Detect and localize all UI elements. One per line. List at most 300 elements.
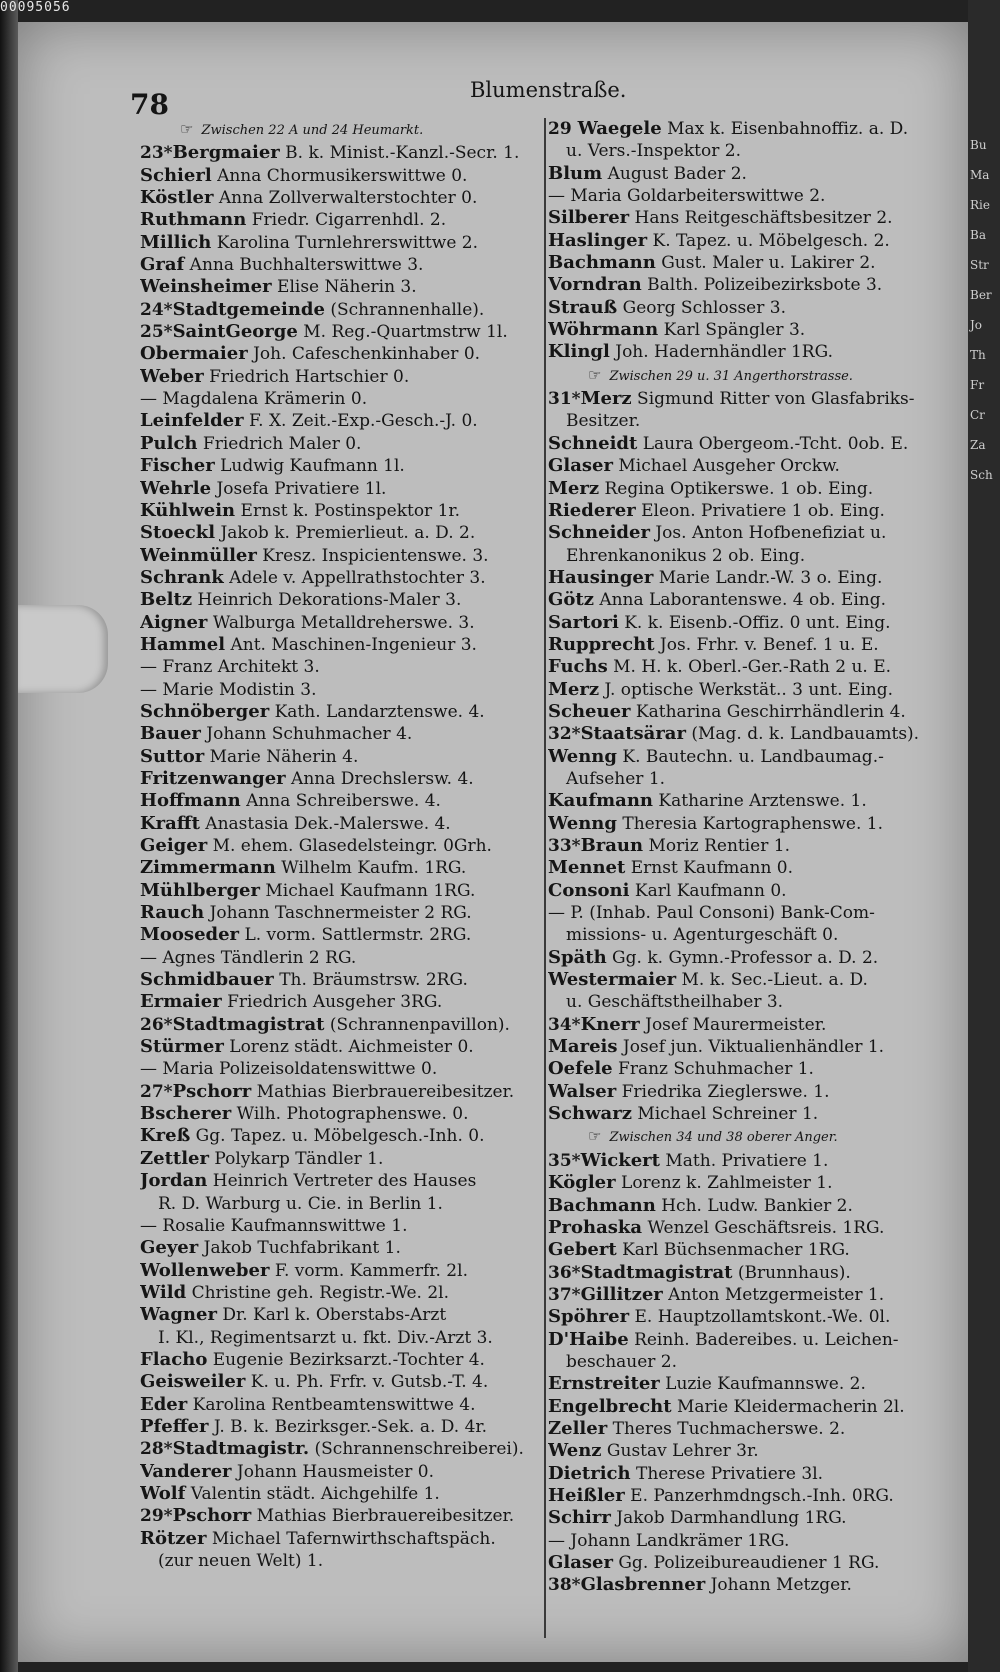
directory-entry bbox=[548, 1574, 958, 1596]
entry-details: M. Reg.-Quartmstrw 1l. bbox=[297, 322, 508, 343]
directory-entry bbox=[140, 1125, 540, 1147]
directory-entry bbox=[140, 1148, 540, 1170]
resident-surname: Krafft bbox=[140, 812, 200, 834]
separator-text: Zwischen 22 A und 24 Heumarkt. bbox=[201, 123, 424, 138]
resident-surname: Aigner bbox=[140, 611, 208, 633]
resident-surname: Wenng bbox=[548, 745, 617, 767]
entry-details: Josef jun. Viktualienhändler 1. bbox=[617, 1037, 885, 1058]
directory-entry bbox=[140, 1014, 540, 1036]
directory-entry bbox=[548, 1036, 958, 1058]
directory-entry bbox=[140, 299, 540, 321]
entry-details: Mathias Bierbrauereibesitzer. bbox=[251, 1506, 515, 1527]
house-number: 26* bbox=[140, 1014, 173, 1035]
house-number: 28* bbox=[140, 1439, 173, 1460]
resident-surname: Obermaier bbox=[140, 343, 248, 365]
entry-details: Friedrika Zieglerswe. 1. bbox=[616, 1081, 830, 1102]
resident-surname: Prohaska bbox=[548, 1216, 643, 1238]
entry-details: Kresz. Inspicientenswe. 3. bbox=[256, 545, 489, 566]
directory-entry bbox=[140, 902, 540, 924]
resident-surname: Stadtgemeinde bbox=[172, 298, 325, 320]
directory-entry bbox=[548, 230, 958, 252]
directory-entry bbox=[548, 1262, 958, 1284]
entry-details: Theresia Kartographenswe. 1. bbox=[616, 813, 883, 834]
directory-entry bbox=[548, 478, 958, 500]
resident-surname: Zeller bbox=[548, 1417, 608, 1439]
directory-entry bbox=[140, 1103, 540, 1125]
resident-surname: Pschorr bbox=[172, 1505, 252, 1527]
directory-entry bbox=[548, 1284, 958, 1306]
resident-surname: Stadtmagistrat bbox=[580, 1261, 733, 1283]
entry-details: Georg Schlosser 3. bbox=[617, 297, 786, 318]
entry-details: Gust. Maler u. Lakirer 2. bbox=[655, 253, 876, 274]
entry-details: (Schrannenpavillon). bbox=[324, 1014, 510, 1035]
house-number: 38* bbox=[548, 1575, 581, 1596]
entry-details: Joh. Cafeschenkinhaber 0. bbox=[247, 344, 481, 365]
entry-details: Ernst k. Postinspektor 1r. bbox=[235, 500, 461, 521]
resident-surname: Consoni bbox=[548, 879, 630, 901]
directory-entry bbox=[140, 276, 540, 298]
entry-details: Karl Spängler 3. bbox=[658, 320, 806, 341]
resident-surname: Wollenweber bbox=[140, 1259, 270, 1281]
directory-entry bbox=[140, 746, 540, 768]
directory-entry bbox=[548, 880, 958, 902]
resident-surname: Mareis bbox=[548, 1036, 618, 1058]
house-number: 29* bbox=[140, 1506, 173, 1527]
entry-details: — Johann Landkrämer 1RG. bbox=[548, 1530, 790, 1551]
house-number: 33* bbox=[548, 836, 581, 856]
entry-details: Friedrich Maler 0. bbox=[197, 433, 362, 454]
resident-surname: Rupprecht bbox=[548, 633, 655, 655]
resident-surname: Pschorr bbox=[172, 1080, 252, 1102]
resident-surname: Stadtmagistr. bbox=[172, 1438, 310, 1460]
entry-details: Wilh. Photographenswe. 0. bbox=[231, 1104, 469, 1125]
house-number: 25* bbox=[140, 322, 173, 343]
resident-surname: Scheuer bbox=[548, 700, 631, 722]
resident-surname: Wagner bbox=[140, 1304, 217, 1326]
directory-entry bbox=[140, 522, 540, 544]
resident-surname: Staatsärar bbox=[580, 723, 686, 745]
entry-details: Karl Büchsenmacher 1RG. bbox=[616, 1240, 850, 1261]
entry-details: Anastasia Dek.-Malerswe. 4. bbox=[199, 813, 451, 834]
resident-surname: Kögler bbox=[548, 1172, 616, 1194]
directory-entry bbox=[548, 433, 958, 455]
directory-entry bbox=[548, 185, 958, 207]
directory-entry bbox=[548, 1463, 958, 1485]
resident-surname: Merz bbox=[548, 477, 600, 499]
resident-surname: Glaser bbox=[548, 455, 613, 477]
entry-details: Gustav Lehrer 3r. bbox=[601, 1441, 759, 1462]
directory-entry bbox=[140, 1058, 540, 1080]
directory-entry bbox=[140, 1215, 540, 1237]
directory-entry bbox=[140, 1260, 540, 1282]
entry-details: — Magdalena Krämerin 0. bbox=[140, 389, 368, 410]
house-number: 35* bbox=[548, 1150, 581, 1171]
directory-entry bbox=[140, 545, 540, 567]
resident-surname: Stoeckl bbox=[140, 522, 216, 544]
directory-entry bbox=[548, 1396, 958, 1418]
entry-details: Heinrich Vertreter des Hauses bbox=[207, 1171, 477, 1192]
directory-entry bbox=[548, 1306, 958, 1328]
resident-surname: D'Haibe bbox=[548, 1328, 629, 1350]
next-page-edge bbox=[968, 0, 1000, 1672]
entry-details: Johann Metzger. bbox=[705, 1575, 852, 1596]
directory-entry bbox=[140, 388, 540, 410]
entry-details: Anna Drechslersw. 4. bbox=[285, 768, 474, 789]
entry-details: Jos. Anton Hofbenefiziat u. bbox=[649, 523, 887, 544]
directory-entry bbox=[548, 1530, 958, 1552]
entry-details: Ernst Kaufmann 0. bbox=[625, 858, 794, 879]
entry-details: Katharine Arztenswe. 1. bbox=[653, 791, 867, 812]
entry-continuation bbox=[548, 140, 958, 162]
entry-details: F. vorm. Kammerfr. 2l. bbox=[269, 1260, 468, 1281]
entry-details: Moriz Rentier 1. bbox=[643, 836, 790, 856]
entry-details: Luzie Kaufmannswe. 2. bbox=[659, 1374, 866, 1395]
entry-details: Marie Kleidermacherin 2l. bbox=[671, 1396, 905, 1417]
directory-entry bbox=[548, 500, 958, 522]
resident-surname: Wehrle bbox=[140, 477, 212, 499]
resident-surname: Hausinger bbox=[548, 566, 654, 588]
entry-details: Josef Maurermeister. bbox=[639, 1014, 827, 1035]
entry-details: — Maria Goldarbeiterswittwe 2. bbox=[548, 186, 826, 207]
entry-details: Max k. Eisenbahnoffiz. a. D. bbox=[661, 119, 909, 139]
directory-entry bbox=[140, 1371, 540, 1393]
column-divider bbox=[544, 118, 546, 1638]
entry-details: Johann Taschnermeister 2 RG. bbox=[204, 903, 472, 924]
directory-entry bbox=[140, 857, 540, 879]
directory-entry bbox=[548, 455, 958, 477]
resident-surname: Geisweiler bbox=[140, 1371, 246, 1393]
directory-entry bbox=[548, 522, 958, 544]
directory-entry bbox=[140, 656, 540, 678]
resident-surname: Engelbrecht bbox=[548, 1395, 672, 1417]
section-separator bbox=[548, 364, 958, 388]
entry-continuation bbox=[548, 924, 958, 946]
entry-details: — Marie Modistin 3. bbox=[140, 679, 317, 700]
entry-details: E. Panzerhmdngsch.-Inh. 0RG. bbox=[624, 1485, 894, 1506]
directory-entry bbox=[140, 1394, 540, 1416]
resident-surname: Oefele bbox=[548, 1058, 613, 1080]
resident-surname: Eder bbox=[140, 1393, 188, 1415]
directory-entry bbox=[140, 232, 540, 254]
directory-entry bbox=[548, 1329, 958, 1351]
entry-details: Kath. Landarztenswe. 4. bbox=[269, 701, 485, 722]
resident-surname: Mühlberger bbox=[140, 879, 260, 901]
directory-entry bbox=[548, 1014, 958, 1036]
entry-details: K. Bautechn. u. Landbaumag.- bbox=[616, 746, 884, 767]
entry-details: Hans Reitgeschäftsbesitzer 2. bbox=[629, 208, 893, 229]
resident-surname: Geiger bbox=[140, 835, 208, 856]
resident-surname: Silberer bbox=[548, 207, 630, 229]
entry-details: Joh. Hadernhändler 1RG. bbox=[609, 342, 833, 363]
entry-details: I. Kl., Regimentsarzt u. fkt. Div.-Arzt 3. bbox=[158, 1327, 493, 1348]
directory-entry bbox=[140, 410, 540, 432]
section-separator bbox=[140, 118, 540, 142]
resident-surname: Jordan bbox=[140, 1170, 208, 1192]
resident-surname: Wickert bbox=[580, 1149, 660, 1171]
entry-details: Hch. Ludw. Bankier 2. bbox=[655, 1195, 853, 1216]
resident-surname: Walser bbox=[548, 1080, 617, 1102]
resident-surname: Strauß bbox=[548, 296, 618, 318]
entry-details: Walburga Metalldreherswe. 3. bbox=[207, 612, 475, 633]
entry-details: Th. Bräumstrsw. 2RG. bbox=[273, 970, 468, 991]
separator-text: Zwischen 29 u. 31 Angerthorstrasse. bbox=[609, 368, 853, 384]
entry-details: u. Vers.-Inspektor 2. bbox=[566, 141, 741, 162]
scan-code: 00095056 bbox=[0, 0, 71, 15]
directory-entry bbox=[548, 1418, 958, 1440]
directory-entry bbox=[140, 1304, 540, 1326]
entry-continuation bbox=[140, 1327, 540, 1349]
directory-entry bbox=[548, 567, 958, 589]
directory-entry bbox=[548, 723, 958, 745]
entry-details: E. Hauptzollamtskont.-We. 0l. bbox=[629, 1307, 891, 1328]
directory-entry bbox=[140, 947, 540, 969]
directory-entry bbox=[140, 321, 540, 343]
entry-details: K. u. Ph. Frfr. v. Gutsb.-T. 4. bbox=[245, 1372, 489, 1393]
entry-details: Lorenz k. Zahlmeister 1. bbox=[615, 1173, 833, 1194]
resident-surname: Gebert bbox=[548, 1239, 617, 1261]
pointing-hand-icon: ☞ bbox=[588, 365, 602, 384]
resident-surname: Spöhrer bbox=[548, 1306, 630, 1328]
entry-details: M. H. k. Oberl.-Ger.-Rath 2 u. E. bbox=[607, 657, 892, 678]
book-binding-edge bbox=[0, 0, 18, 1672]
entry-details: (Schrannenhalle). bbox=[324, 299, 485, 320]
directory-entry bbox=[140, 679, 540, 701]
directory-entry bbox=[140, 1438, 540, 1460]
directory-entry bbox=[140, 343, 540, 365]
entry-details: M. k. Sec.-Lieut. a. D. bbox=[676, 970, 868, 991]
entry-details: Friedrich Ausgeher 3RG. bbox=[221, 992, 443, 1013]
directory-entry bbox=[548, 1552, 958, 1574]
resident-surname: Klingl bbox=[548, 341, 610, 363]
entry-continuation bbox=[548, 545, 958, 567]
entry-continuation bbox=[548, 1351, 958, 1373]
resident-surname: Schirr bbox=[548, 1507, 611, 1529]
entry-details: J. B. k. Bezirksger.-Sek. a. D. 4r. bbox=[208, 1416, 488, 1437]
directory-entry bbox=[548, 857, 958, 879]
resident-surname: Kreß bbox=[140, 1125, 191, 1147]
directory-entry bbox=[140, 790, 540, 812]
resident-surname: Ernstreiter bbox=[548, 1373, 660, 1395]
entry-details: Karl Kaufmann 0. bbox=[629, 880, 787, 901]
entry-details: Michael Ausgeher Orckw. bbox=[612, 456, 840, 477]
resident-surname: Vorndran bbox=[548, 274, 642, 296]
resident-surname: Schmidbauer bbox=[140, 969, 274, 991]
entry-continuation bbox=[548, 410, 958, 432]
resident-surname: Gillitzer bbox=[580, 1283, 663, 1305]
resident-surname: Kaufmann bbox=[548, 790, 654, 812]
directory-entry bbox=[548, 297, 958, 319]
directory-entry bbox=[140, 187, 540, 209]
resident-surname: Schneider bbox=[548, 522, 650, 544]
resident-surname: SaintGeorge bbox=[172, 321, 298, 343]
entry-details: F. X. Zeit.-Exp.-Gesch.-J. 0. bbox=[243, 411, 478, 432]
entry-details: Theres Tuchmacherswe. 2. bbox=[607, 1418, 846, 1439]
resident-surname: Bachmann bbox=[548, 1194, 656, 1216]
entry-details: Anna Laborantenswe. 4 ob. Eing. bbox=[593, 590, 887, 611]
directory-entry bbox=[548, 118, 958, 140]
directory-entry bbox=[140, 142, 540, 164]
entry-details: Valentin städt. Aichgehilfe 1. bbox=[185, 1483, 440, 1504]
resident-surname: Haslinger bbox=[548, 229, 648, 251]
directory-entry bbox=[548, 589, 958, 611]
resident-surname: Wenz bbox=[548, 1440, 602, 1462]
entry-details: Mathias Bierbrauereibesitzer. bbox=[251, 1081, 515, 1102]
resident-surname: Weinmüller bbox=[140, 544, 257, 566]
entry-details: Balth. Polizeibezirksbote 3. bbox=[641, 275, 883, 296]
entry-details: Katharina Geschirrhändlerin 4. bbox=[630, 701, 906, 722]
resident-surname: Wenng bbox=[548, 812, 617, 834]
entry-details: B. k. Minist.-Kanzl.-Secr. 1. bbox=[279, 143, 520, 164]
entry-details: missions- u. Agenturgeschäft 0. bbox=[566, 925, 839, 946]
directory-entry bbox=[140, 1461, 540, 1483]
directory-entry bbox=[140, 768, 540, 790]
directory-entry bbox=[548, 1081, 958, 1103]
directory-entry bbox=[548, 1103, 958, 1125]
directory-entry bbox=[548, 902, 958, 924]
directory-entry bbox=[548, 1195, 958, 1217]
entry-details: Anton Metzgermeister 1. bbox=[662, 1284, 885, 1305]
resident-surname: Bachmann bbox=[548, 252, 656, 274]
resident-surname: Rötzer bbox=[140, 1527, 207, 1549]
resident-surname: Stadtmagistrat bbox=[172, 1013, 325, 1035]
resident-surname: Späth bbox=[548, 946, 607, 968]
directory-entry bbox=[140, 1036, 540, 1058]
resident-surname: Leinfelder bbox=[140, 410, 244, 432]
directory-entry bbox=[140, 1483, 540, 1505]
entry-details: Therese Privatiere 3l. bbox=[630, 1463, 824, 1484]
entry-details: (Brunnhaus). bbox=[732, 1262, 851, 1283]
resident-surname: Waegele bbox=[577, 118, 662, 139]
resident-surname: Bauer bbox=[140, 723, 201, 745]
directory-entry bbox=[548, 1217, 958, 1239]
pointing-hand-icon: ☞ bbox=[588, 1127, 602, 1146]
directory-entry bbox=[140, 1416, 540, 1438]
directory-entry bbox=[548, 835, 958, 857]
resident-surname: Fischer bbox=[140, 455, 215, 477]
directory-entry bbox=[140, 589, 540, 611]
directory-entry bbox=[140, 924, 540, 946]
directory-entry bbox=[548, 1440, 958, 1462]
entry-details: Karolina Turnlehrerswittwe 2. bbox=[211, 232, 479, 253]
entry-details: — Maria Polizeisoldatenswittwe 0. bbox=[140, 1059, 438, 1080]
directory-entry bbox=[140, 612, 540, 634]
entry-details: L. vorm. Sattlermstr. 2RG. bbox=[239, 925, 472, 946]
entry-details: Adele v. Appellrathstochter 3. bbox=[223, 567, 486, 588]
entry-details: Gg. k. Gymn.-Professor a. D. 2. bbox=[606, 947, 879, 968]
entry-details: Franz Schuhmacher 1. bbox=[612, 1059, 814, 1080]
resident-surname: Dietrich bbox=[548, 1462, 631, 1484]
house-number: 27* bbox=[140, 1081, 173, 1102]
entry-details: Wilhelm Kaufm. 1RG. bbox=[275, 858, 467, 879]
directory-entry bbox=[548, 1150, 958, 1172]
entry-details: — Agnes Tändlerin 2 RG. bbox=[140, 947, 357, 968]
house-number: 32* bbox=[548, 724, 581, 745]
entry-details: beschauer 2. bbox=[566, 1351, 678, 1372]
entry-details: K. Tapez. u. Möbelgesch. 2. bbox=[647, 230, 890, 251]
entry-details: Jakob k. Premierlieut. a. D. 2. bbox=[215, 523, 476, 544]
entry-details: Michael Schreiner 1. bbox=[631, 1104, 819, 1125]
house-number: 23* bbox=[140, 143, 173, 164]
directory-entry bbox=[140, 1237, 540, 1259]
resident-surname: Suttor bbox=[140, 745, 205, 767]
house-number: 24* bbox=[140, 299, 173, 320]
resident-surname: Wolf bbox=[140, 1482, 186, 1504]
resident-surname: Stürmer bbox=[140, 1036, 224, 1058]
entry-continuation bbox=[140, 1550, 540, 1572]
directory-entry bbox=[140, 1170, 540, 1192]
entry-details: (Mag. d. k. Landbauamts). bbox=[685, 724, 920, 745]
resident-surname: Heißler bbox=[548, 1484, 625, 1506]
entry-details: Ludwig Kaufmann 1l. bbox=[214, 456, 405, 477]
entry-details: Lorenz städt. Aichmeister 0. bbox=[223, 1037, 474, 1058]
entry-details: Reinh. Badereibes. u. Leichen- bbox=[628, 1329, 899, 1350]
entry-continuation bbox=[140, 1193, 540, 1215]
resident-surname: Schneidt bbox=[548, 432, 638, 454]
entry-details: Michael Kaufmann 1RG. bbox=[259, 880, 476, 901]
directory-entry bbox=[548, 1058, 958, 1080]
resident-surname: Rauch bbox=[140, 902, 205, 924]
entry-details: Aufseher 1. bbox=[566, 768, 666, 789]
directory-entry bbox=[548, 207, 958, 229]
page-number: 78 bbox=[130, 88, 169, 121]
entry-details: Marie Landr.-W. 3 o. Eing. bbox=[653, 567, 883, 588]
separator-text: Zwischen 34 und 38 oberer Anger. bbox=[609, 1130, 838, 1146]
entry-details: Ehrenkanonikus 2 ob. Eing. bbox=[566, 545, 806, 566]
page-heading: Blumenstraße. bbox=[470, 78, 627, 102]
directory-entry bbox=[548, 163, 958, 185]
entry-details: Sigmund Ritter von Glasfabriks- bbox=[631, 389, 915, 410]
entry-details: Math. Privatiere 1. bbox=[659, 1150, 829, 1171]
entry-details: Eugenie Bezirksarzt.-Tochter 4. bbox=[207, 1349, 485, 1370]
resident-surname: Hammel bbox=[140, 633, 226, 655]
resident-surname: Mennet bbox=[548, 857, 626, 879]
resident-surname: Ruthmann bbox=[140, 209, 247, 231]
entry-details: Wenzel Geschäftsreis. 1RG. bbox=[642, 1217, 885, 1238]
resident-surname: Glaser bbox=[548, 1552, 613, 1573]
directory-entry bbox=[140, 567, 540, 589]
entry-details: Ant. Maschinen-Ingenieur 3. bbox=[225, 634, 477, 655]
resident-surname: Westermaier bbox=[548, 969, 677, 991]
entry-details: — Rosalie Kaufmannswittwe 1. bbox=[140, 1215, 408, 1236]
house-number: 34* bbox=[548, 1014, 581, 1035]
directory-entry bbox=[548, 947, 958, 969]
directory-entry bbox=[140, 723, 540, 745]
resident-surname: Pulch bbox=[140, 432, 198, 454]
entry-details: Besitzer. bbox=[566, 411, 641, 432]
page-tab-cutout bbox=[18, 605, 108, 693]
directory-entry bbox=[548, 634, 958, 656]
directory-entry bbox=[548, 1485, 958, 1507]
directory-entry bbox=[140, 991, 540, 1013]
directory-entry bbox=[548, 790, 958, 812]
directory-entry bbox=[140, 1528, 540, 1550]
house-number: 36* bbox=[548, 1262, 581, 1283]
left-column bbox=[140, 118, 540, 1572]
resident-surname: Bscherer bbox=[140, 1103, 232, 1125]
resident-surname: Wöhrmann bbox=[548, 319, 659, 341]
entry-details: — Franz Architekt 3. bbox=[140, 657, 320, 678]
resident-surname: Schierl bbox=[140, 164, 212, 186]
section-separator bbox=[548, 1125, 958, 1149]
resident-surname: Merz bbox=[580, 388, 632, 410]
directory-entry bbox=[140, 880, 540, 902]
directory-entry bbox=[140, 478, 540, 500]
directory-entry bbox=[140, 455, 540, 477]
resident-surname: Hoffmann bbox=[140, 790, 241, 812]
resident-surname: Götz bbox=[548, 589, 594, 611]
resident-surname: Fuchs bbox=[548, 656, 608, 678]
directory-entry bbox=[140, 500, 540, 522]
